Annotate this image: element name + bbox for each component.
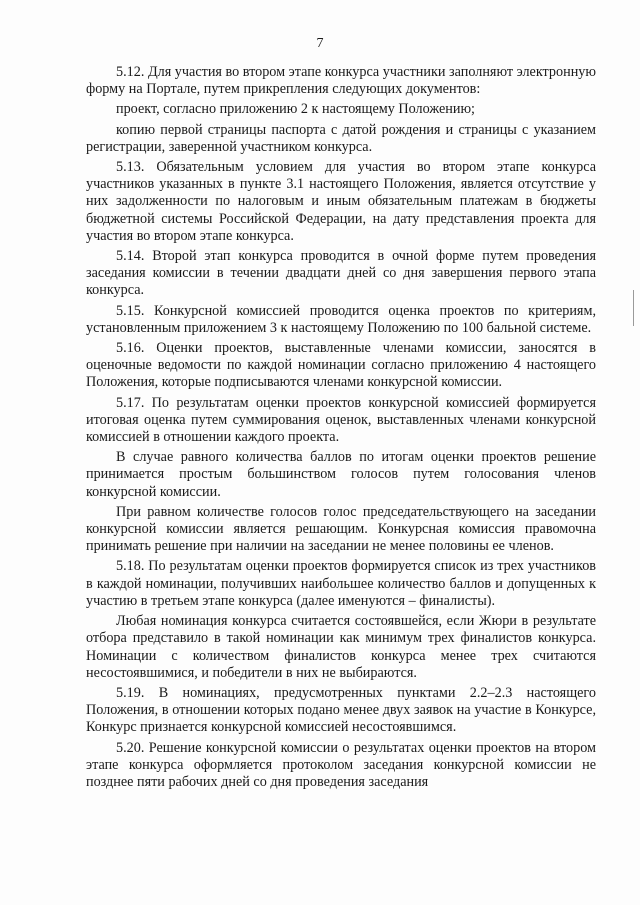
paragraph-5-20: 5.20. Решение конкурсной комиссии о результатах оценки проектов на втором этапе конкурса оформляется протоколом заседания конкурсной комиссии не позднее пяти рабочих дней со дня проведения заседания: [86, 739, 596, 790]
paragraph-5-14: 5.14. Второй этап конкурса проводится в очной форме путем проведения заседания комиссии в течении двадцати дней со дня завершения первого этапа конкурса.: [86, 248, 596, 299]
scan-edge-mark: [633, 290, 634, 326]
paragraph-5-12-item-project: проект, согласно приложению 2 к настоящему Положению;: [116, 101, 476, 118]
paragraph-nomination-valid: Любая номинация конкурса считается состоявшейся, если Жюри в результате отбора представило в такой номинации как минимум трех финалистов конкурса. Номинации с количеством финалистов конкурса менее трех считаются несостоявшимися, и победители в них не выбираются.: [86, 613, 596, 681]
paragraph-5-12-item-passport: копию первой страницы паспорта с датой рождения и страницы с указанием регистрации, заверенной участником конкурса.: [86, 121, 596, 155]
paragraph-equal-votes: При равном количестве голосов голос председательствующего на заседании конкурсной комиссии является решающим. Конкурсная комиссия правомочна принимать решение при наличии на заседании не менее половины ее членов.: [86, 503, 596, 555]
paragraph-5-17: 5.17. По результатам оценки проектов конкурсной комиссией формируется итоговая оценка путем суммирования оценок, выставленных членами конкурсной комиссией в отношении каждого проекта.: [86, 394, 596, 446]
paragraph-5-15: 5.15. Конкурсной комиссией проводится оценка проектов по критериям, установленным приложением 3 к настоящему Положению по 100 бальной системе.: [86, 302, 596, 336]
paragraph-5-18: 5.18. По результатам оценки проектов формируется список из трех участников в каждой номинации, получивших наибольшее количество баллов и допущенных к участию в третьем этапе конкурса (далее именуются – финалисты).: [86, 558, 596, 609]
paragraph-5-19: 5.19. В номинациях, предусмотренных пунктами 2.2–2.3 настоящего Положения, в отношении которых подано менее двух заявок на участие в Конкурсе, Конкурс признается конкурсной комиссией несостоявшимся.: [86, 684, 596, 736]
paragraph-5-13: 5.13. Обязательным условием для участия во втором этапе конкурса участников указанных в пункте 3.1 настоящего Положения, является отсутствие у них задолженности по налоговым и иным обязательным платежам в бюджеты бюджетной системы Российской Федерации, на дату представления проекта для участия во втором этапе конкурса.: [86, 159, 596, 244]
paragraph-5-16: 5.16. Оценки проектов, выставленные членами комиссии, заносятся в оценочные ведомости по каждой номинации согласно приложению 4 настоящего Положения, которые подписываются членами конкурсной комиссии.: [86, 340, 596, 391]
page-number: 7: [316, 36, 324, 51]
paragraph-5-12: 5.12. Для участия во втором этапе конкурса участники заполняют электронную форму на Портале, путем прикрепления следующих документов:: [86, 64, 596, 98]
document-body: [86, 64, 596, 794]
paragraph-equal-score: В случае равного количества баллов по итогам оценки проектов решение принимается простым большинством голосов путем голосования членов конкурсной комиссии.: [86, 449, 596, 500]
